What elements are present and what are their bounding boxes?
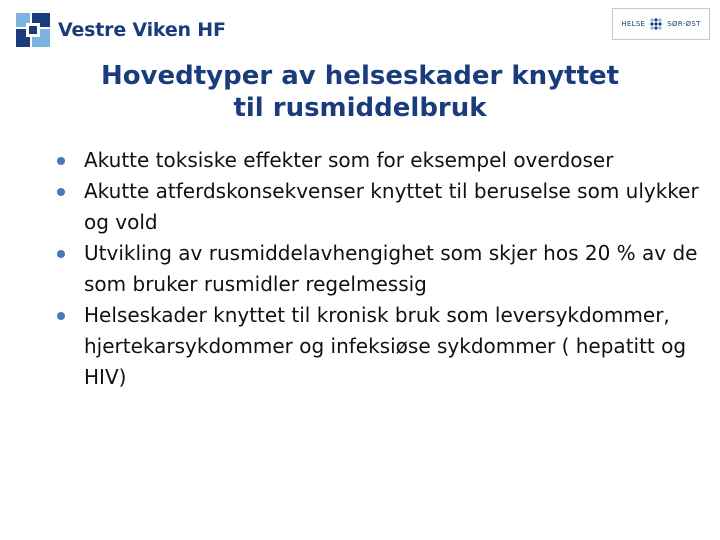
bullet-dot-icon	[57, 312, 65, 320]
bullet-text: Akutte atferdskonsekvenser knyttet til beruselse som ulykker og vold	[84, 179, 699, 234]
vestre-viken-cross-icon	[16, 13, 50, 47]
helse-dots-icon	[649, 17, 663, 31]
vestre-viken-logo-text: Vestre Viken HF	[58, 19, 226, 41]
bullet-dot-icon	[57, 188, 65, 196]
vestre-viken-logo	[16, 12, 226, 48]
slide-title	[40, 60, 680, 124]
bullet-text: Utvikling av rusmiddelavhengighet som skjer hos 20 % av de som bruker rusmidler regelmessig	[84, 241, 698, 296]
helse-sor-ost-logo	[612, 8, 710, 40]
bullet-text: Akutte toksiske effekter som for eksempel overdoser	[84, 148, 614, 172]
slide-title-line-1: Hovedtyper av helseskader knyttet	[100, 61, 620, 91]
bullet-dot-icon	[57, 250, 65, 258]
bullet-text: Helseskader knyttet til kronisk bruk som leversykdommer, hjertekarsykdommer og infeksiøse sykdommer ( hepatitt og HIV)	[84, 303, 687, 389]
slide-title-line-2: til rusmiddelbruk	[233, 93, 487, 123]
bullet-item	[54, 238, 704, 300]
bullet-item	[54, 176, 704, 238]
helse-sor-ost-right-text: SØR-ØST	[667, 20, 701, 28]
bullet-list	[54, 145, 704, 393]
bullet-item	[54, 300, 704, 393]
bullet-dot-icon	[57, 157, 65, 165]
helse-sor-ost-left-text: HELSE	[621, 20, 646, 28]
bullet-item	[54, 145, 704, 176]
